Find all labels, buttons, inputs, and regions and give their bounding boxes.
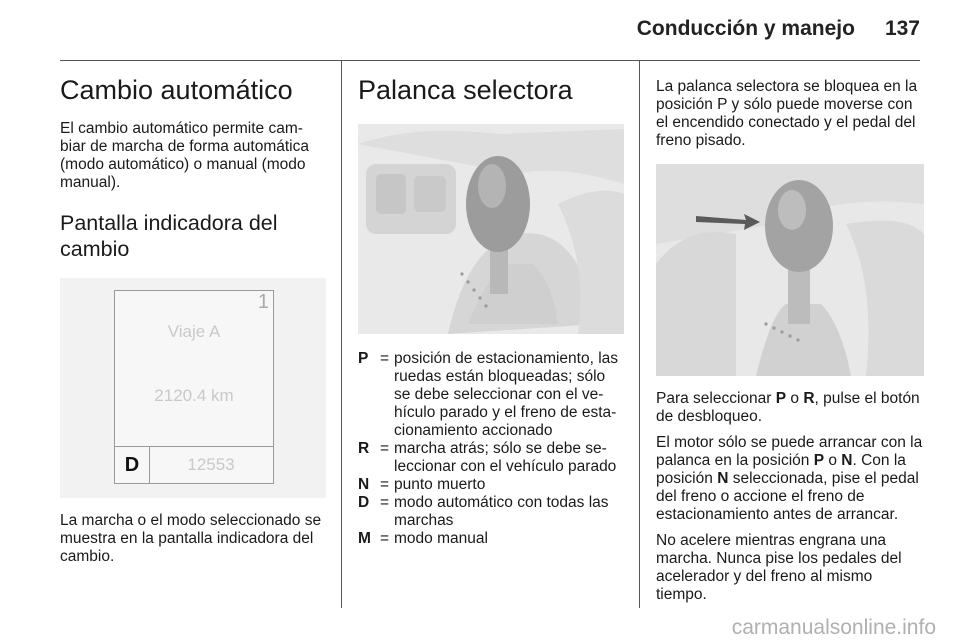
page-header [637,17,920,41]
definition-row: P = posición de estacionamiento, las ruedas están bloqueadas; sólo se debe seleccionar con el ve-hículo parado y el freno de esta-cionamiento accionado [358,350,619,439]
watermark: carmanualsonline.info [731,616,936,639]
lock-paragraph: La palanca selectora se bloquea en la posición P y sólo puede moverse con el encendido conectado y el pedal del freno pisado. [656,78,918,149]
definition-row: D = modo automático con todas las marchas [358,494,609,529]
column-1 [60,72,326,574]
column-3 [656,78,924,612]
column-2 [358,72,624,548]
warning-paragraph: No acelere mientras engrana una marcha. Nunca pise los pedales del acelerador y del freno al mismo tiempo. [656,532,902,603]
selector-lever-photo [358,124,624,334]
column-divider-2 [639,60,640,608]
heading-selector-lever: Palanca selectora [358,75,573,105]
display-caption: La marcha o el modo seleccionado se muestra en la pantalla indicadora del cambio. [60,512,322,565]
definition-row: R = marcha atrás; sólo se debe se-leccionar con el vehículo parado [358,440,617,475]
section-title: Conducción y manejo [636,17,855,40]
display-marker: 1 [257,291,269,313]
definition-row: M = modo manual [358,530,488,547]
select-paragraph: Para seleccionar P o R, pulse el botón de desbloqueo. [656,390,920,425]
display-frame [114,290,274,484]
column-divider-1 [341,60,342,608]
trip-distance: 2120.4 km [154,386,234,405]
gear-indicator: D [115,447,150,483]
trip-label: Viaje A [167,322,221,341]
page-number: 137 [884,17,920,40]
gear-display-illustration [60,278,326,498]
gear-position-list [358,350,624,548]
header-rule [60,60,920,61]
display-bottom-bar [115,446,273,483]
odometer-total: 12553 [187,455,235,474]
heading-gear-display: Pantalla indicadora del cambio [60,211,278,261]
definition-row: N = punto muerto [358,476,486,493]
start-paragraph: El motor sólo se puede arrancar con la palanca en la posición P o N. Con la posición N seleccionada, pise el pedal del freno o accione el freno de estacionamiento antes de arrancar. [656,434,923,523]
heading-automatic-transmission: Cambio automático [60,75,293,105]
intro-paragraph: El cambio automático permite cam-biar de marcha de forma automática (modo automático) o manual (modo manual). [60,120,309,191]
unlock-button-photo [656,164,924,376]
